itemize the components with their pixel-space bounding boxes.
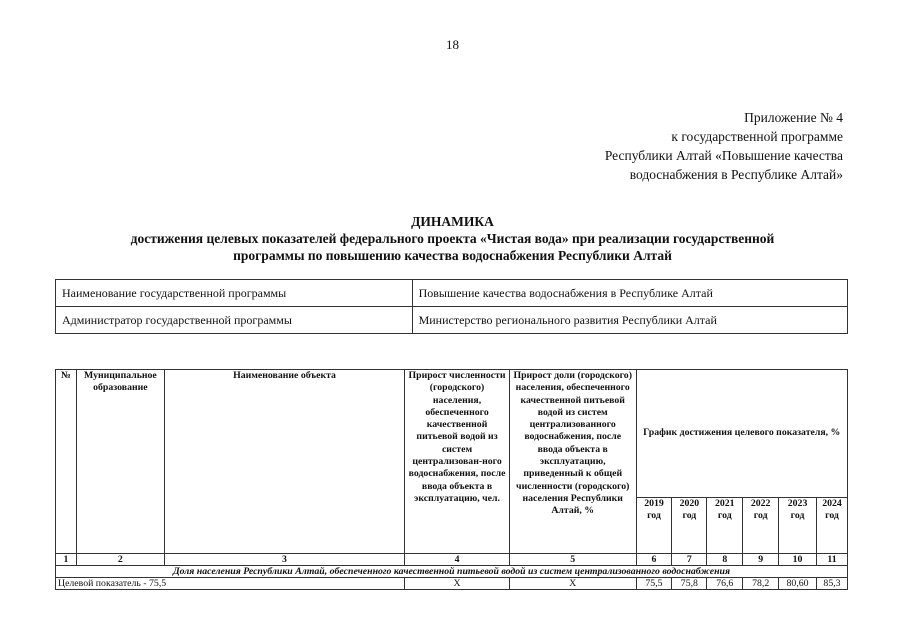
table-row: [56, 280, 848, 307]
column-number: 3: [164, 554, 404, 566]
administrator-label: Администратор государственной программы: [56, 307, 413, 334]
header-year: 2023 год: [779, 498, 817, 554]
program-name-label: Наименование государственной программы: [56, 280, 413, 307]
column-numbers-row: [56, 554, 848, 566]
appendix-header: [605, 108, 843, 184]
table-row: [56, 578, 848, 590]
program-info-table: [55, 279, 848, 334]
page-number: 18: [446, 37, 459, 52]
administrator-value: Министерство регионального развития Республики Алтай: [412, 307, 847, 334]
program-name-value: Повышение качества водоснабжения в Республике Алтай: [412, 280, 847, 307]
year-value: 75,8: [672, 578, 707, 590]
appendix-line: водоснабжения в Республике Алтай»: [629, 167, 843, 182]
title-heading: ДИНАМИКА: [411, 214, 494, 229]
column-number: 5: [509, 554, 636, 566]
column-number: 4: [405, 554, 510, 566]
header-number: №: [56, 370, 77, 554]
column-number: 8: [707, 554, 743, 566]
header-year: 2019 год: [636, 498, 672, 554]
table-header-row: [56, 370, 848, 498]
document-title: [40, 213, 865, 264]
section-row: [56, 566, 848, 578]
year-value: 80,60: [779, 578, 817, 590]
header-year: 2022 год: [743, 498, 779, 554]
header-share-growth: Прирост доли (городского) населения, обеспеченного качественной питьевой водой из систем централизованного водоснабжения, после ввода объекта в эксплуатацию, приведенный к общей численности (городского) населения Республики Алтай, %: [509, 370, 636, 554]
header-population-growth: Прирост численности (городского) населения, обеспеченного качественной питьевой водой из систем централизован-ного водоснабжения, после ввода объекта в эксплуатацию, чел.: [405, 370, 510, 554]
indicator-dynamics-table: [55, 369, 848, 590]
year-value: 76,6: [707, 578, 743, 590]
target-indicator-label: Целевой показатель - 75,5: [56, 578, 405, 590]
share-value: Х: [509, 578, 636, 590]
column-number: 7: [672, 554, 707, 566]
column-number: 11: [817, 554, 848, 566]
header-year: 2021 год: [707, 498, 743, 554]
table-row: [56, 307, 848, 334]
header-municipality: Муниципальное образование: [76, 370, 164, 554]
column-number: 10: [779, 554, 817, 566]
header-year: 2024 год: [817, 498, 848, 554]
header-year: 2020 год: [672, 498, 707, 554]
year-value: 78,2: [743, 578, 779, 590]
year-value: 85,3: [817, 578, 848, 590]
title-line: достижения целевых показателей федерального проекта «Чистая вода» при реализации государственной: [130, 231, 775, 246]
column-number: 2: [76, 554, 164, 566]
growth-value: Х: [405, 578, 510, 590]
column-number: 1: [56, 554, 77, 566]
title-line: программы по повышению качества водоснабжения Республики Алтай: [233, 248, 672, 263]
header-object-name: Наименование объекта: [164, 370, 404, 554]
column-number: 9: [743, 554, 779, 566]
appendix-line: Приложение № 4: [744, 110, 843, 125]
section-title: Доля населения Республики Алтай, обеспеченного качественной питьевой водой из систем централизованного водоснабжения: [56, 566, 848, 578]
column-number: 6: [636, 554, 672, 566]
appendix-line: к государственной программе: [671, 129, 843, 144]
year-value: 75,5: [636, 578, 672, 590]
appendix-line: Республики Алтай «Повышение качества: [604, 148, 843, 163]
header-schedule: График достижения целевого показателя, %: [636, 370, 847, 498]
